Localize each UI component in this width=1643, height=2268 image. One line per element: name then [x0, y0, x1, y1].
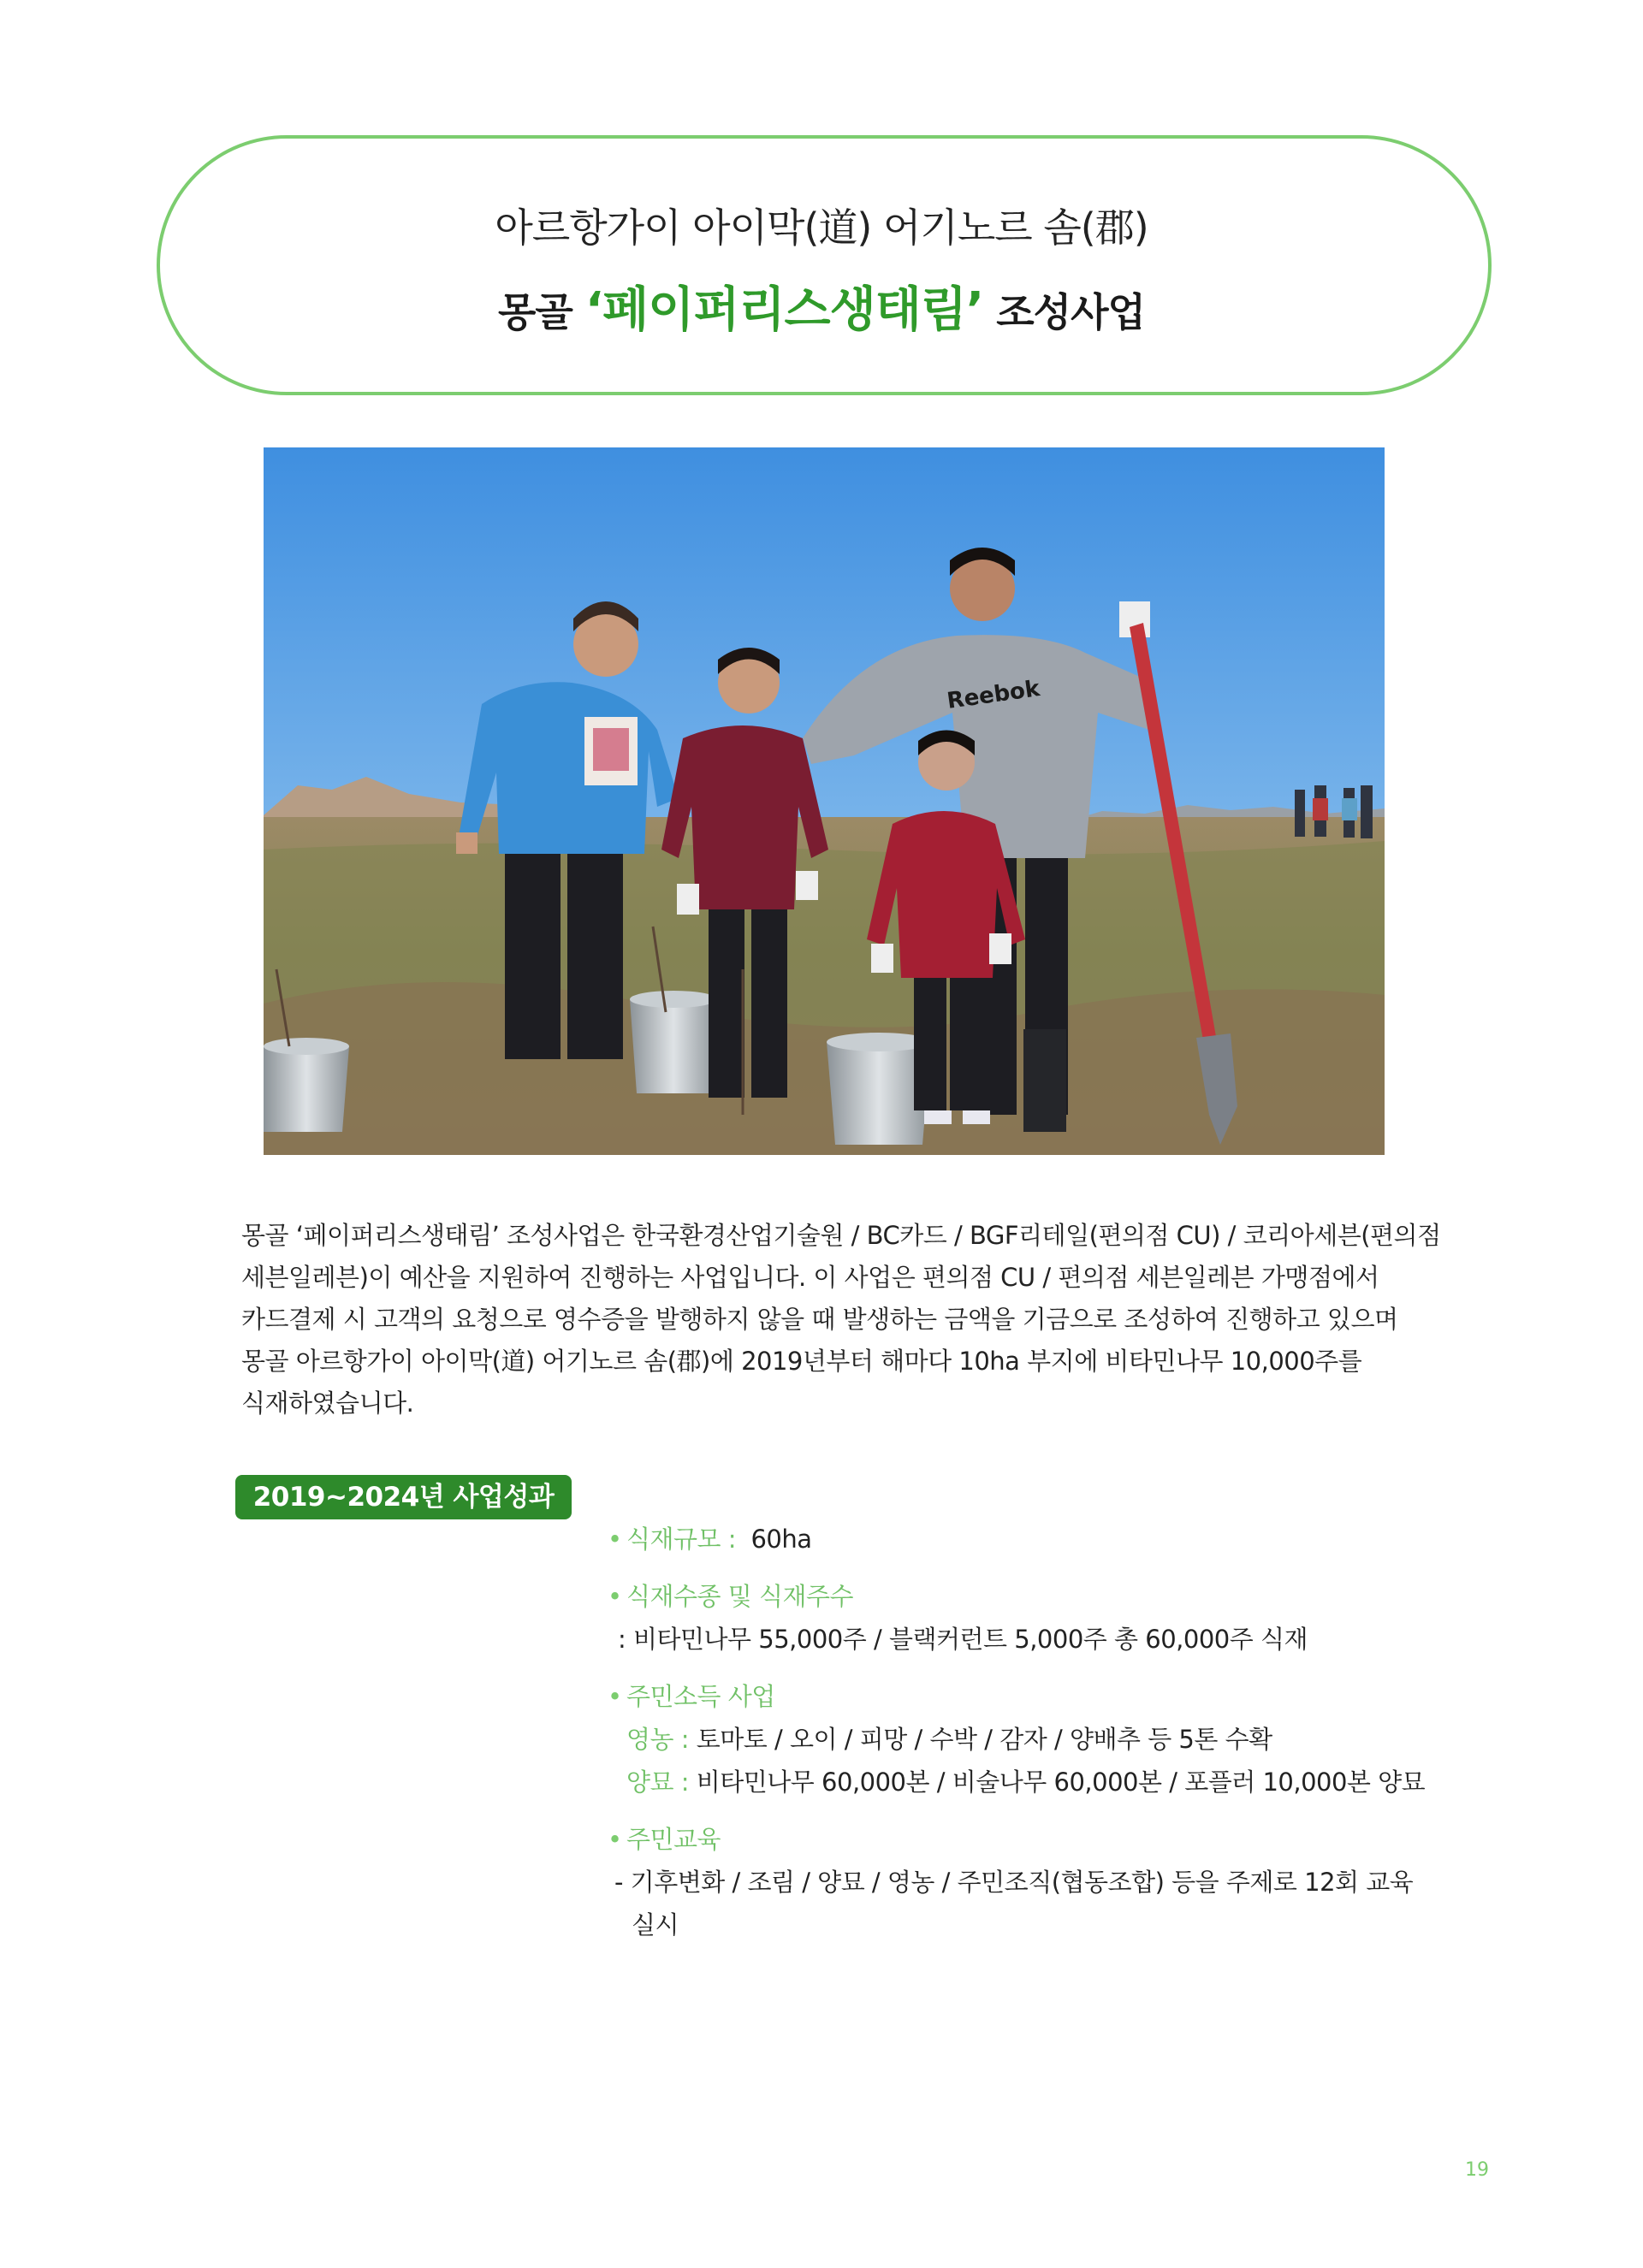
farming-value: 토마토 / 오이 / 피망 / 수박 / 감자 / 양배추 등 5톤 수확 — [696, 1725, 1272, 1754]
title-highlight: ‘페이퍼리스생태림’ — [584, 282, 984, 338]
result-education — [608, 1821, 721, 1856]
nursery-value: 비타민나무 60,000본 / 비술나무 60,000본 / 포플러 10,000본 양묘 — [696, 1768, 1426, 1797]
result-income — [608, 1678, 775, 1713]
description-line: 식재하였습니다. — [241, 1389, 414, 1418]
result-planting-scale — [608, 1520, 812, 1555]
family-planting-photo — [264, 447, 1385, 1155]
title-box — [157, 135, 1492, 395]
nursery-row — [626, 1763, 1425, 1798]
bullet-icon: • — [608, 1582, 622, 1611]
photo-illustration — [264, 447, 1385, 1155]
title-location: 아르항가이 아이막(道) 어기노르 솜(郡) — [495, 204, 1148, 251]
project-description — [241, 1215, 1441, 1424]
species-label: 식재수종 및 식재주수 — [626, 1582, 854, 1611]
bullet-icon: • — [608, 1825, 622, 1854]
results-badge: 2019~2024년 사업성과 — [235, 1475, 572, 1519]
result-species — [608, 1578, 853, 1613]
scale-value: 60ha — [750, 1525, 812, 1554]
nursery-label: 양묘 : — [626, 1768, 690, 1797]
bullet-icon: • — [608, 1682, 622, 1711]
species-value: : 비타민나무 55,000주 / 블랙커런트 5,000주 총 60,000주 식재 — [618, 1625, 1308, 1654]
shirt-logo: Reebok — [945, 676, 1041, 714]
title-prefix: 몽골 — [498, 289, 585, 335]
description-line: 몽골 아르항가이 아이막(道) 어기노르 솜(郡)에 2019년부터 해마다 10ha 부지에 비타민나무 10,000주를 — [241, 1347, 1362, 1376]
education-label: 주민교육 — [626, 1825, 721, 1854]
title-suffix: 조성사업 — [983, 289, 1145, 335]
scale-label: 식재규모 : — [626, 1525, 737, 1554]
description-line: 카드결제 시 고객의 요청으로 영수증을 발행하지 않을 때 발생하는 금액을 기금으로 조성하여 진행하고 있으며 — [241, 1305, 1398, 1334]
page-number: 19 — [1465, 2159, 1489, 2181]
farming-label: 영농 : — [626, 1725, 690, 1754]
description-line: 세븐일레븐)이 예산을 지원하여 진행하는 사업입니다. 이 사업은 편의점 CU / 편의점 세븐일레븐 가맹점에서 — [241, 1263, 1379, 1292]
income-label: 주민소득 사업 — [626, 1682, 775, 1711]
education-value-2: 실시 — [632, 1910, 679, 1939]
farming-row — [626, 1720, 1272, 1756]
bullet-icon: • — [608, 1525, 622, 1554]
description-line: 몽골 ‘페이퍼리스생태림’ 조성사업은 한국환경산업기술원 / BC카드 / BGF리테일(편의점 CU) / 코리아세븐(편의점 — [241, 1221, 1441, 1250]
education-value-1: - 기후변화 / 조림 / 양묘 / 영농 / 주민조직(협동조합) 등을 주제로 12회 교육 — [614, 1868, 1414, 1897]
title-project — [0, 272, 1643, 340]
